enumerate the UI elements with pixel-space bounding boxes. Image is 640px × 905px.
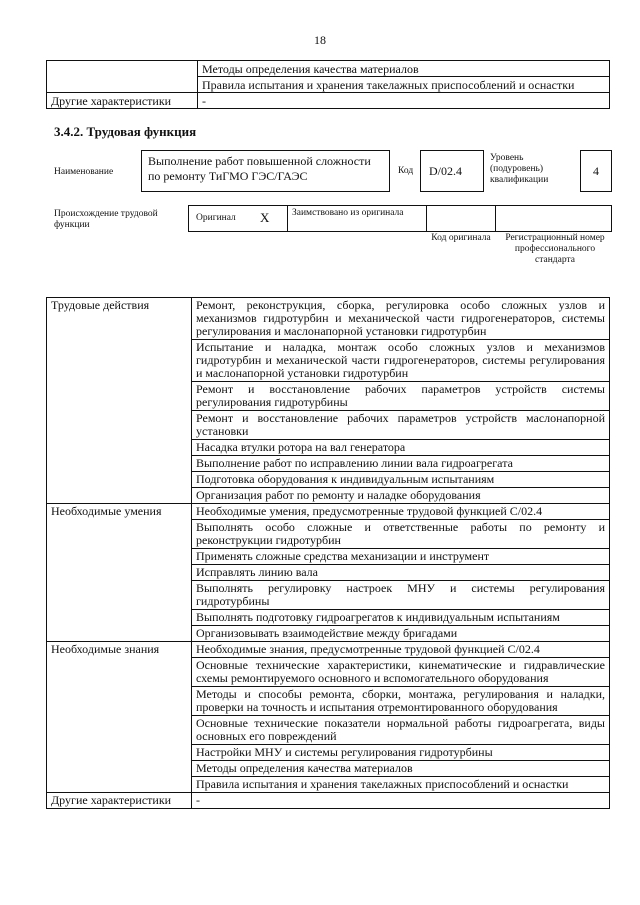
table-cell: Методы и способы ремонта, сборки, монтажа, регулирования и наладки, проверки на точность и испытания отремонтированного оборудования — [192, 687, 610, 716]
table-cell: Организация работ по ремонту и наладке оборудования — [192, 488, 610, 504]
level-label: Уровень (подуровень) квалификации — [490, 153, 549, 185]
table-cell: Исправлять линию вала — [192, 565, 610, 581]
table-row — [47, 93, 610, 109]
table-cell: Выполнение работ по исправлению линии вала гидроагрегата — [192, 456, 610, 472]
main-table — [46, 297, 610, 809]
table-row — [47, 642, 610, 658]
row-label: Другие характеристики — [47, 793, 192, 809]
table-cell: Применять сложные средства механизации и инструмент — [192, 549, 610, 565]
table-cell: Ремонт, реконструкция, сборка, регулировка особо сложных узлов и механизмов гидротурбин и механической части гидрогенераторов, системы регулирования и маслонапорной установки гидротурбин — [192, 298, 610, 340]
row-label: Трудовые действия — [47, 298, 192, 504]
table-cell: Ремонт и восстановление рабочих параметров устройств маслонапорной установки — [192, 411, 610, 440]
table-row — [47, 793, 610, 809]
table-cell: Правила испытания и хранения такелажных приспособлений и оснастки — [198, 77, 610, 93]
table-cell: Необходимые знания, предусмотренные трудовой функцией С/02.4 — [192, 642, 610, 658]
table-cell: Насадка втулки ротора на вал генератора — [192, 440, 610, 456]
table-cell: Ремонт и восстановление рабочих параметров устройств системы регулирования гидротурбины — [192, 382, 610, 411]
table-cell: Методы определения качества материалов — [198, 61, 610, 77]
table-cell: Выполнять подготовку гидроагрегатов к индивидуальным испытаниям — [192, 610, 610, 626]
level-box — [580, 150, 612, 192]
code-value: D/02.4 — [429, 164, 462, 178]
table-cell: Правила испытания и хранения такелажных приспособлений и оснастки — [192, 777, 610, 793]
original-label: Оригинал — [196, 213, 236, 223]
table-cell: - — [198, 93, 610, 109]
name-box — [141, 150, 390, 192]
code-caption: Код оригинала — [431, 233, 491, 243]
row-label: Необходимые умения — [47, 504, 192, 642]
table-cell: Выполнять особо сложные и ответственные работы по ремонту и реконструкции гидротурбин — [192, 520, 610, 549]
table-cell: Организовывать взаимодействие между бригадами — [192, 626, 610, 642]
row-label — [47, 61, 198, 93]
code-label: Код — [398, 166, 414, 176]
table-cell: Необходимые умения, предусмотренные трудовой функцией С/02.4 — [192, 504, 610, 520]
row-label: Необходимые знания — [47, 642, 192, 793]
name-value: Выполнение работ повышенной сложности по ремонту ТиГМО ГЭС/ГАЭС — [148, 154, 371, 183]
table-cell: Основные технические характеристики, кинематические и гидравлические схемы ремонтируемого основного и вспомогательного оборудования — [192, 658, 610, 687]
borrowed-label: Заимствовано из оригинала — [292, 208, 404, 218]
top-table — [46, 60, 610, 109]
table-cell: Подготовка оборудования к индивидуальным испытаниям — [192, 472, 610, 488]
name-label: Наименование — [54, 167, 114, 177]
table-cell: Выполнять регулировку настроек МНУ и системы регулирования гидротурбины — [192, 581, 610, 610]
table-cell: - — [192, 793, 610, 809]
table-cell: Методы определения качества материалов — [192, 761, 610, 777]
divider — [287, 205, 288, 231]
divider — [426, 205, 427, 231]
table-row — [47, 298, 610, 340]
page-number: 18 — [314, 33, 326, 47]
table-cell: Настройки МНУ и системы регулирования гидротурбины — [192, 745, 610, 761]
original-mark: X — [260, 210, 270, 225]
table-row — [47, 61, 610, 77]
table-cell: Испытание и наладка, монтаж особо сложных узлов и механизмов гидротурбин и механической части гидрогенераторов, системы регулирования и маслонапорной установки гидротурбин — [192, 340, 610, 382]
divider — [495, 205, 496, 231]
row-label: Другие характеристики — [47, 93, 198, 109]
origin-label: Происхождение трудовой функции — [54, 209, 158, 230]
level-value: 4 — [593, 164, 599, 178]
code-box — [420, 150, 484, 192]
table-cell: Основные технические показатели нормальной работы гидроагрегата, виды основных его повреждений — [192, 716, 610, 745]
table-row — [47, 504, 610, 520]
reg-caption: Регистрационный номер профессионального стандарта — [505, 233, 605, 265]
section-title: 3.4.2. Трудовая функция — [54, 124, 197, 139]
